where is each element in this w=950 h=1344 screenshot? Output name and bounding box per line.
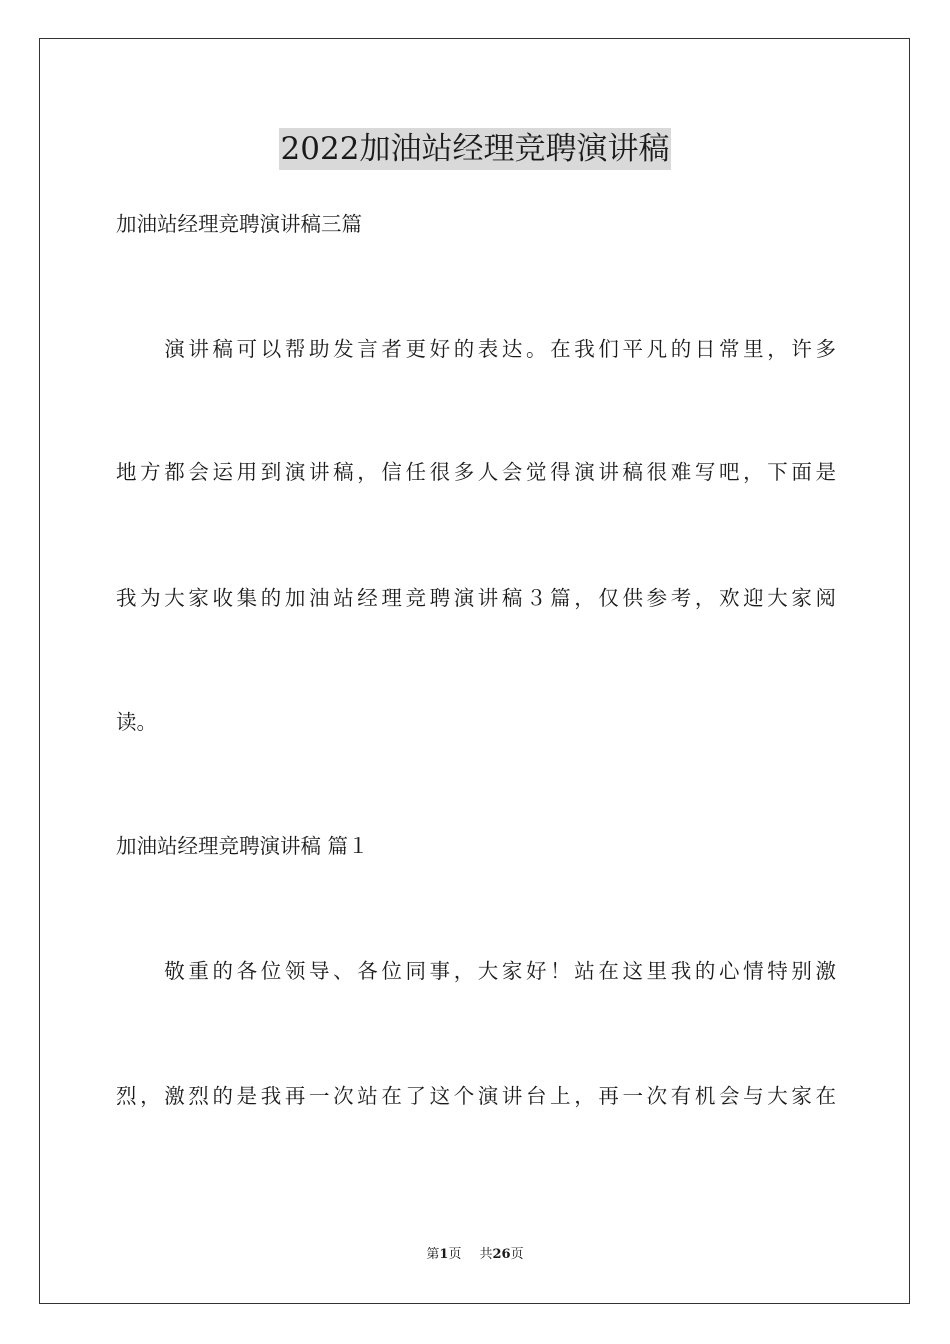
footer-page-unit: 页 (448, 1247, 462, 1262)
document-subtitle: 加油站经理竞聘演讲稿三篇 (116, 212, 362, 236)
paragraph-line: 演讲稿可以帮助发言者更好的表达。在我们平凡的日常里，许多 (116, 337, 836, 361)
footer-page-total: 26 (492, 1247, 511, 1262)
title-container (0, 128, 950, 170)
footer-total-unit: 页 (510, 1247, 524, 1262)
paragraph-line: 我为大家收集的加油站经理竞聘演讲稿３篇，仅供参考，欢迎大家阅 (116, 586, 836, 610)
paragraph-line: 敬重的各位领导、各位同事，大家好！站在这里我的心情特别激 (116, 959, 836, 983)
footer-page-prefix: 第 (426, 1247, 440, 1262)
paragraph-line: 地方都会运用到演讲稿，信任很多人会觉得演讲稿很难写吧，下面是 (116, 460, 836, 484)
document-title: 2022加油站经理竞聘演讲稿 (279, 128, 672, 170)
section-heading: 加油站经理竞聘演讲稿 篇１ (116, 834, 369, 858)
paragraph-line: 烈，激烈的是我再一次站在了这个演讲台上，再一次有机会与大家在 (116, 1084, 836, 1108)
paragraph-line: 读。 (116, 710, 157, 734)
footer-page-current: 1 (439, 1247, 449, 1262)
page-footer (0, 1246, 950, 1264)
footer-total-prefix: 共 (479, 1247, 493, 1262)
